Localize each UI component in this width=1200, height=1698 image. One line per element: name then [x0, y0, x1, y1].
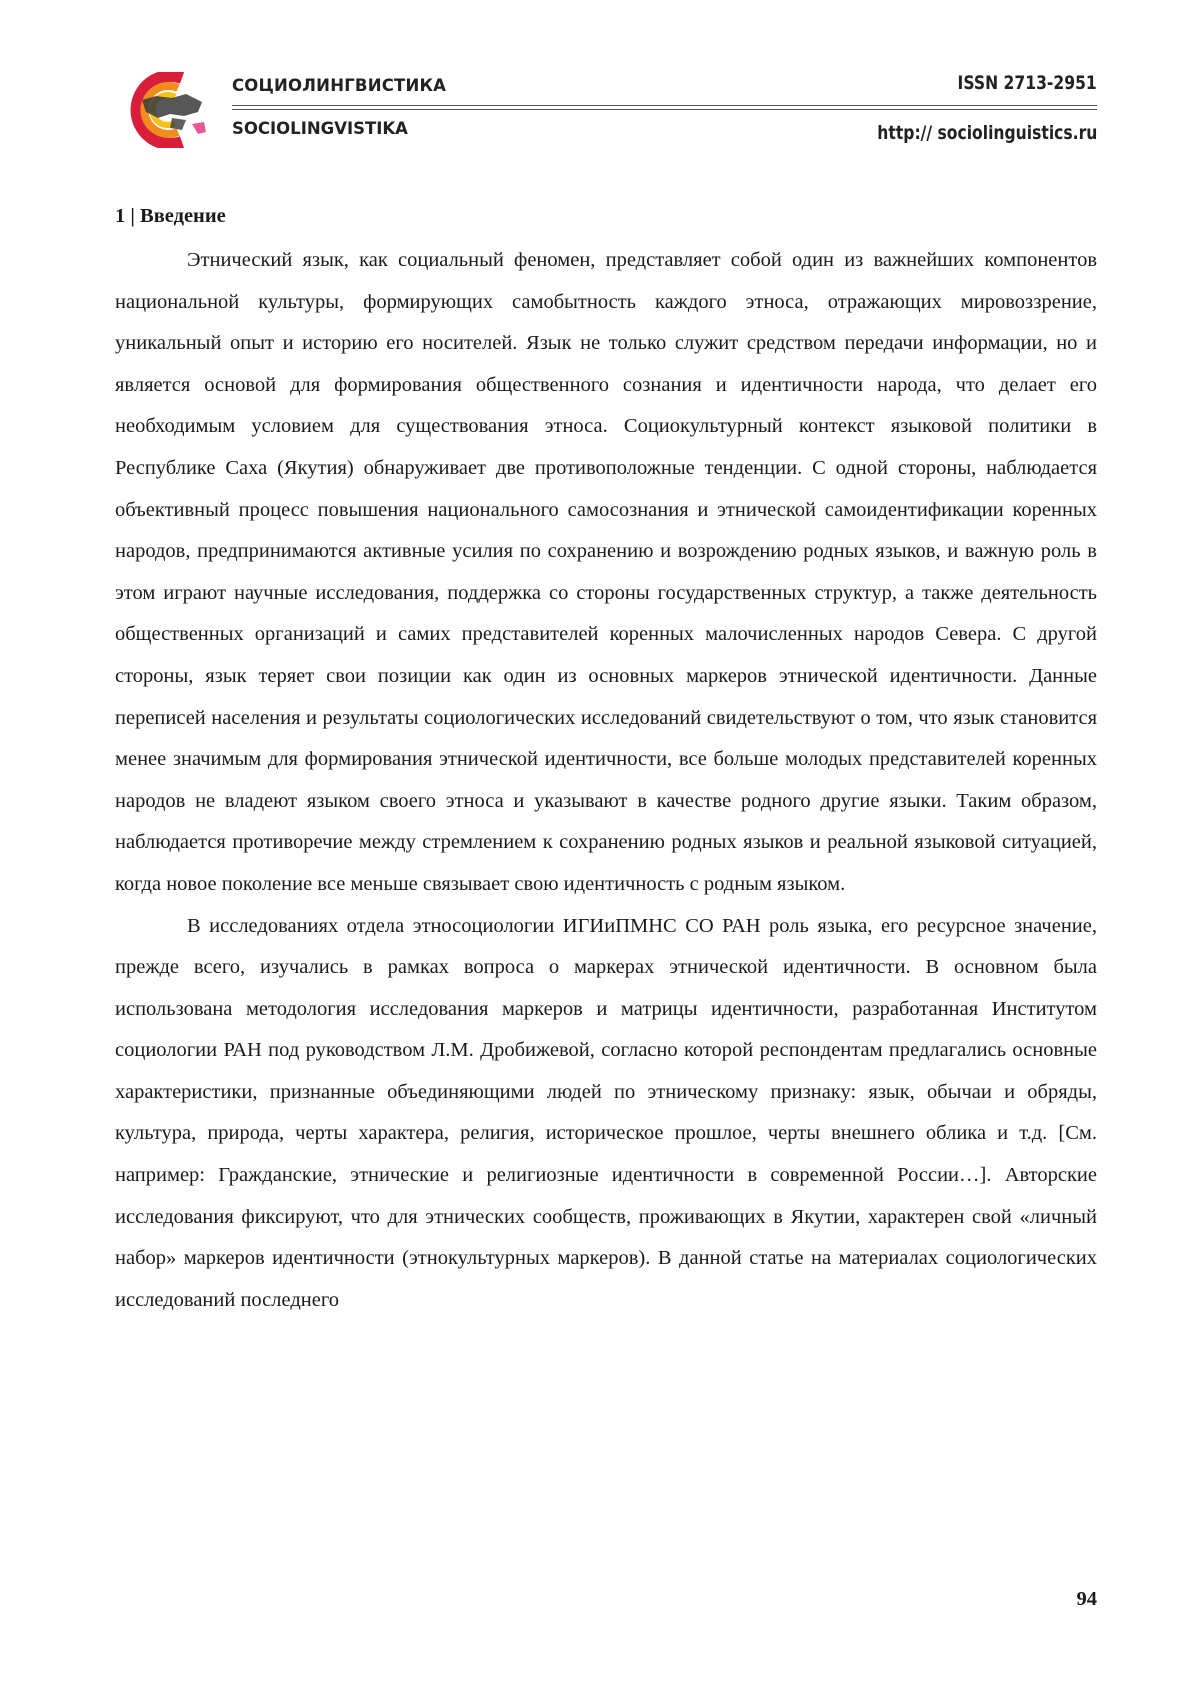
section-heading: 1 | Введение [115, 205, 226, 227]
paragraph: Этнический язык, как социальный феномен, представляет собой один из важнейших компонентов национальной культуры, формирующих самобытность каждого этноса, отражающих мировоззрение, уникальный опыт и историю его носителей. Язык не только служит средством передачи информации, но и является основой для формирования общественного сознания и идентичности народа, что делает его необходимым условием для существования этноса. Социокультурный контекст языковой политики в Республике Саха (Якутия) обнаруживает две противоположные тенденции. С одной стороны, наблюдается объективный процесс повышения национального самосознания и этнической самоидентификации коренных народов, предпринимаются активные усилия по сохранению и возрождению родных языков, и важную роль в этом играют научные исследования, поддержка со стороны государственных структур, а также деятельность общественных организаций и самих представителей коренных малочисленных народов Севера. С другой стороны, язык теряет свои позиции как один из основных маркеров этнической идентичности. Данные переписей населения и результаты социологических исследований свидетельствуют о том, что язык становится менее значимым для формирования этнической идентичности, все больше молодых представителей коренных народов не владеют языком своего этноса и указывают в качестве родного другие языки. Таким образом, наблюдается противоречие между стремлением к сохранению родных языков и реальной языковой ситуацией, когда новое поколение все меньше связывает свою идентичность с родным языком. [115, 249, 1097, 895]
journal-url[interactable]: http:// sociolinguistics.ru [876, 122, 1097, 144]
page-number: 94 [1076, 1588, 1097, 1610]
issn-number: ISSN 2713-2951 [957, 72, 1097, 94]
journal-title-en: SOCIOLINGVISTIKA [232, 119, 408, 138]
article-body [115, 200, 1097, 1321]
journal-title-ru: СОЦИОЛИНГВИСТИКА [232, 76, 447, 95]
journal-logo-icon [112, 72, 212, 148]
page-header [0, 0, 1200, 170]
paragraph: В исследованиях отдела этносоциологии ИГИиПМНС СО РАН роль языка, его ресурсное значение, прежде всего, изучались в рамках вопроса о маркерах этнической идентичности. В основном была использована методология исследования маркеров и матрицы идентичности, разработанная Институтом социологии РАН под руководством Л.М. Дробижевой, согласно которой респондентам предлагались основные характеристики, признанные объединяющими людей по этническому признаку: язык, обычаи и обряды, культура, природа, черты характера, религия, историческое прошлое, черты внешнего облика и т.д. [См. например: Гражданские, этнические и религиозные идентичности в современной России…]. Авторские исследования фиксируют, что для этнических сообществ, проживающих в Якутии, характерен свой «личный набор» маркеров идентичности (этнокультурных маркеров). В данной статье на материалах социологических исследований последнего [115, 914, 1097, 1311]
header-rule [232, 105, 1097, 106]
header-rule [232, 109, 1097, 110]
